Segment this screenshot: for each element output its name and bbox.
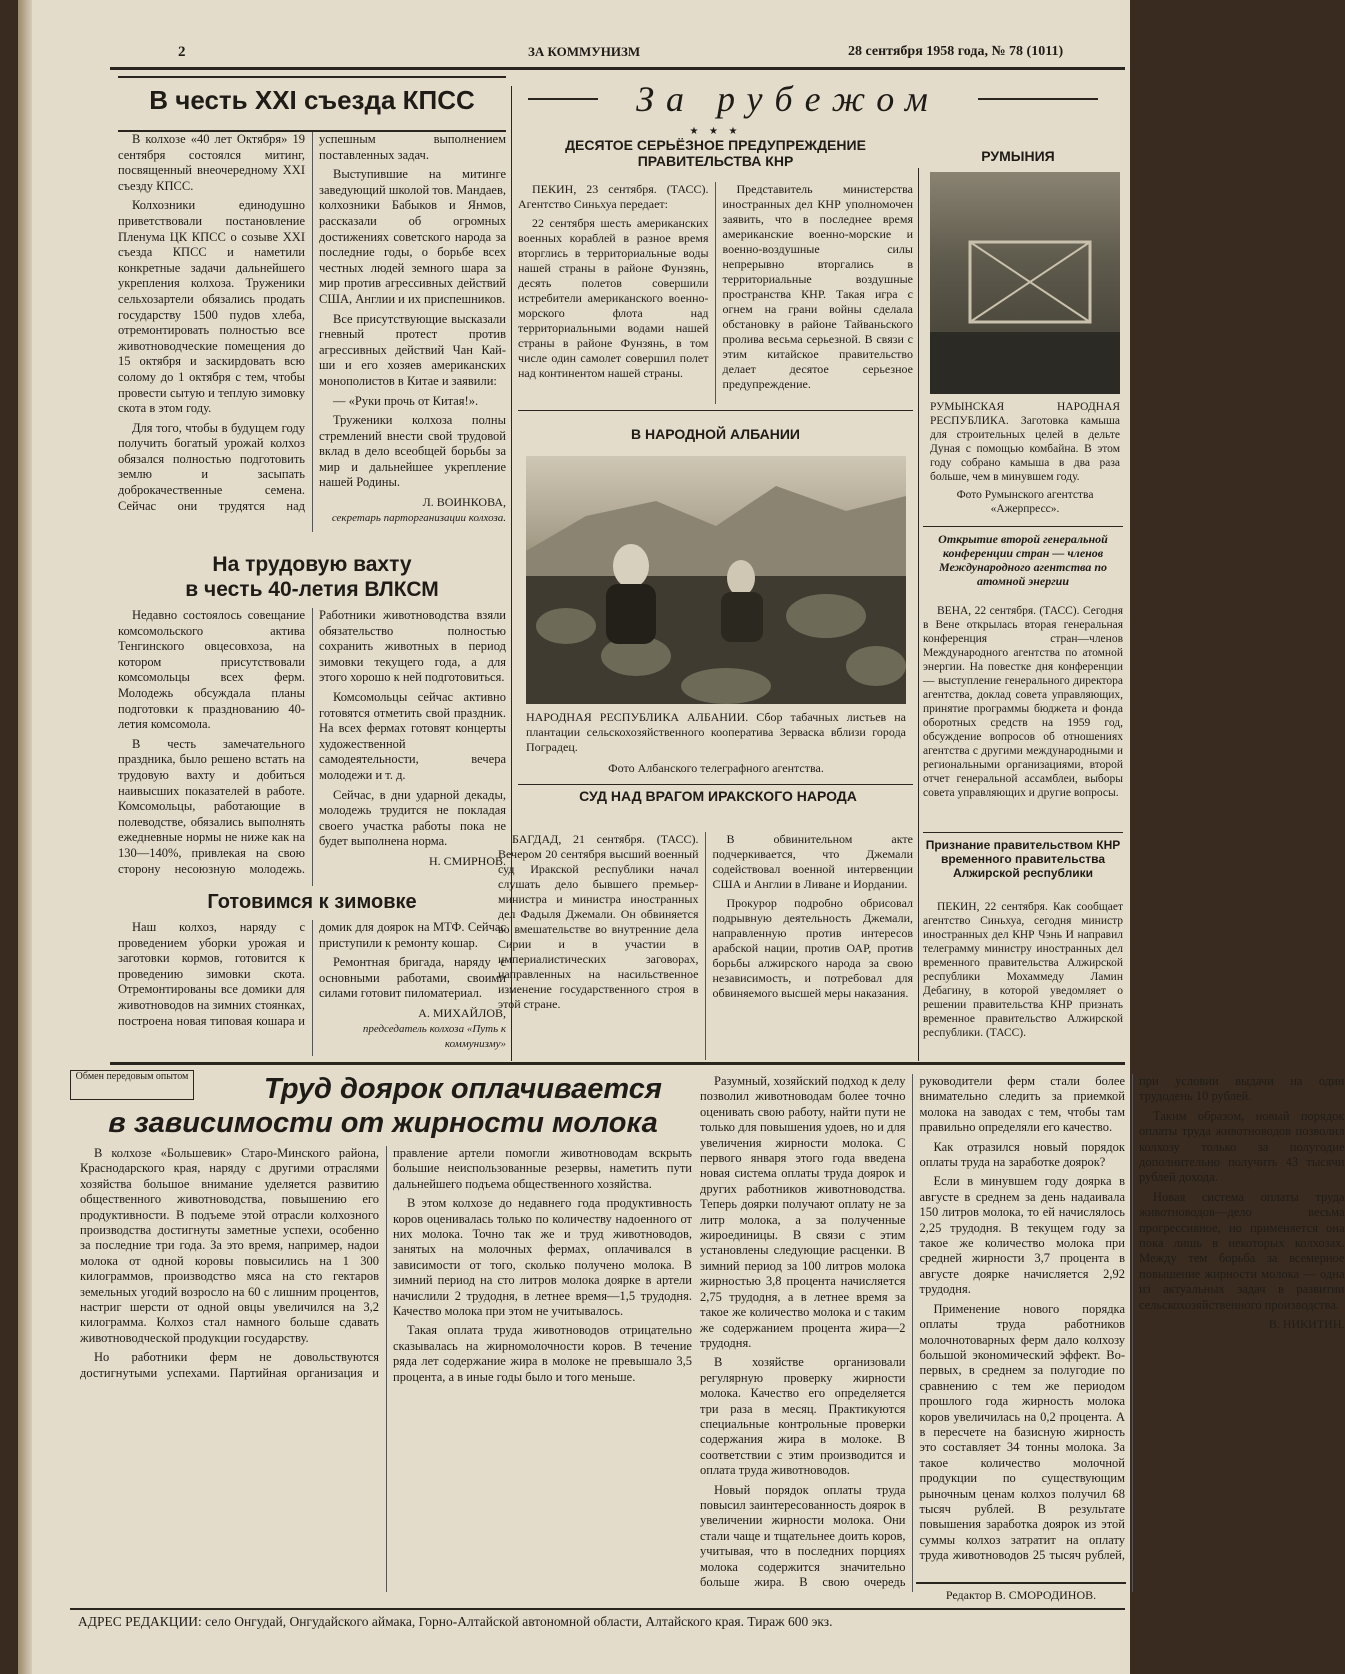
paragraph: ПЕКИН, 22 сентября. Как сообщает агентство Синьхуа, сегодня министр иностранных дел КНР Чэнь И направил телеграмму министру иностранных дел временного правительства Алжирской республики Мохаммеду Ламин Дебагину, в которой уведомляет о решении правительства КНР признать временное правительство Алжирской республики. (ТАСС). bbox=[923, 901, 1123, 1039]
paragraph: Как отразился новый порядок оплаты труда на заработке доярок? bbox=[919, 1139, 1125, 1170]
article-2-heading bbox=[118, 552, 506, 604]
paragraph: Новая система оплаты труда животноводов—дело весьма прогрессивное, но применяется она пока лишь в некоторых колхозах. Между тем борьба за всемерное повышение жирности молока — одна из актуальных задач в развитии сельскохозяйственного производства. bbox=[1139, 1189, 1345, 1312]
column-divider bbox=[918, 168, 919, 1061]
header-rule bbox=[110, 67, 1125, 70]
paragraph: Колхозники единодушно приветствовали постановление Пленума ЦК КПСС о созыве XXI съезда КПСС и наметили конкретные задачи дальнейшего укрепления колхоза. Труженики сельхозартели обязались продать государству 1500 пудов хлеба, отремонтировать полностью все животноводческие помещения до 15 октября и заскирдовать всю солому до 1 октября с тем, чтобы провести сытую и теплую зимовку скота в этом году. bbox=[118, 198, 305, 416]
paragraph: В честь замечательного праздника, было решено встать на трудовую вахту и добиться наивысших показателей в работе. Комсомольцы, работающие в полеводстве, обязались выполнять ежедневные нормы не ниже как на 130—140%, привлекая на свою сторону несоюзную молодежь. Работники животноводства взяли обязательство полностью сохранить животных в период зимовки текущего года, а для этого хорошо к ней подготовиться. bbox=[118, 608, 506, 876]
separator bbox=[923, 526, 1123, 527]
ornament-line bbox=[528, 98, 598, 100]
albania-photo bbox=[526, 456, 906, 704]
newspaper-page bbox=[18, 0, 1345, 1674]
article-2-body bbox=[118, 608, 506, 886]
paragraph: Выступившие на митинге заведующий школой тов. Мандаев, колхозники Бабыков и Янмов, рассказали об огромных достижениях советского народа за последние годы, о борьбе всех честных людей земного шара за мир против агрессивных действий США, Англии и их приспешников. bbox=[319, 167, 506, 306]
article-1-author: Л. ВОИНКОВА, bbox=[422, 495, 506, 510]
paragraph: Прокурор подробно обрисовал подрывную деятельность Джемали, направленную против интересов арабской нации, против ОАР, против борьбы алжирского народа за свою независимость, и потребовал для обвиняемого высшей меры наказания. bbox=[712, 896, 913, 1000]
section-rule bbox=[110, 1062, 1125, 1065]
article-5-title: СУД НАД ВРАГОМ ИРАКСКОГО НАРОДА bbox=[579, 788, 857, 804]
paragraph: В колхозе «40 лет Октября» 19 сентября состоялся митинг, посвященный внеочередному XXI съезду КПСС. bbox=[118, 132, 305, 193]
article-8-body-left bbox=[80, 1146, 692, 1592]
issue-date: 28 сентября 1958 года, № 78 (1011) bbox=[848, 44, 1064, 59]
paragraph: Ремонтная бригада, наряду с основными работами, своими силами готовит пиломатериал. bbox=[319, 955, 506, 1001]
separator bbox=[923, 832, 1123, 833]
albania-caption bbox=[526, 710, 906, 775]
photo-illustration bbox=[526, 456, 906, 704]
paragraph: ПЕКИН, 23 сентября. (ТАСС). Агентство Синьхуа передает: bbox=[518, 182, 709, 211]
article-6-title: Открытие второй генеральной конференции стран — членов Международного агентства по атомной энергии bbox=[938, 532, 1108, 588]
paragraph: Таким образом, новый порядок оплаты труда животноводов позволил колхозу только за полугодие дополнительно получить 43 тысячи рублей дохода. bbox=[1139, 1108, 1345, 1185]
paragraph: Разумный, хозяйский подход к делу позволил животноводам более точно оценивать свою работу, найти пути не только для повышения удоев, но и для увеличения жирности молока. С первого января этого года введена новая система оплаты труда доярок и других работников животноводства. Теперь доярки получают оплату не за литр молока, а за полученные жироединицы. В связи с этим установлены следующие расценки. В зимний период за 100 литров молока жирностью 3,8 процента начисляется 2,75 трудодня, а в летнее время за такое же количество молока и с таким же содержанием процента жира—2 трудодня. bbox=[700, 1074, 906, 1350]
stars: ★ ★ ★ bbox=[689, 126, 742, 137]
article-1-heading-box bbox=[118, 76, 506, 132]
paragraph: Применение нового порядка оплаты труда работников молочнотоварных ферм дало колхозу большой экономический эффект. Во-первых, в среднем за полугодие по сравнению с тем же периодом прошлого года жирность молока коров увеличилась на 0,2 процента. А в пересчете на базисную жирность это составляет 34 тонны молока. За такое количество молочной продукции по существующим рыночным ценам колхоз получил 68 тысяч рублей. В результате повышения заработка доярок из этой суммы колхоз затратит на оплату труда животноводов 25 тысяч рублей, при условии выдачи на один трудодень 10 рублей. bbox=[919, 1074, 1345, 1563]
ornament-line bbox=[978, 98, 1098, 100]
article-8-body-right bbox=[700, 1074, 1345, 1592]
editor: Редактор В. СМОРОДИНОВ. bbox=[945, 1588, 1097, 1602]
paragraph: Недавно состоялось совещание комсомольского актива Тенгинского овцесовхоза, на котором присутствовали комсомольцы всех ферм. Молодежь обсуждала планы подготовки к празднованию 40-летия комсомола. bbox=[118, 608, 305, 732]
article-3-heading bbox=[118, 888, 506, 918]
article-3-author: А. МИХАЙЛОВ, bbox=[418, 1005, 506, 1020]
paragraph: Сейчас, в дни ударной декады, молодежь трудится не покладая своего участка работы пока не будет выполнена норма. bbox=[319, 787, 506, 849]
albania-title: В НАРОДНОЙ АЛБАНИИ bbox=[631, 426, 800, 442]
article-2-title-line-1: На трудовую вахту bbox=[212, 553, 412, 576]
article-2-author: Н. СМИРНОВ. bbox=[428, 853, 506, 868]
article-4-body bbox=[518, 182, 913, 404]
photo-illustration bbox=[930, 172, 1120, 394]
woman-figure bbox=[613, 544, 649, 588]
paragraph: Наш колхоз, наряду с проведением уборки урожая и заготовки кормов, готовится к проведению зимовки скота. Отремонтированы все домики для животноводов на зимних стоянках, построена новая типовая кошара и домик для доярок на МТФ. Сейчас приступили к ремонту кошар. bbox=[118, 920, 506, 1028]
newspaper-name: ЗА КОММУНИЗМ bbox=[528, 44, 641, 59]
article-3-title: Готовимся к зимовке bbox=[207, 891, 417, 913]
article-8-author: В. НИКИТИН. bbox=[1268, 1317, 1345, 1332]
article-3-body bbox=[118, 920, 506, 1056]
article-3-author-role: председатель колхоза «Путь к коммунизму» bbox=[362, 1022, 506, 1051]
caption-text: НАРОДНАЯ РЕСПУБЛИКА АЛБАНИИ. Сбор табачных листьев на плантации сельскохозяйственного кооператива Зерваска вблизи города Поградец. bbox=[526, 710, 906, 754]
paragraph: В хозяйстве организовали регулярную проверку жирности молока. Качество его определяется три раза в месяц. Практикуются специальные контрольные проверки содержания жира в молоке. В соответствии с этим производится и оплата труда животноводов. bbox=[700, 1355, 906, 1478]
article-8-title-line-1: Труд доярок оплачивается bbox=[263, 1073, 662, 1105]
paragraph: Для того, чтобы в будущем году получить богатый урожай колхоз обязался полностью подготовить землю и засыпать доброкачественные семена. Сейчас они трудятся над успешным выполнением поставленных задач. bbox=[118, 132, 506, 513]
woman-figure bbox=[727, 560, 755, 596]
article-2-title-line-2: в честь 40-летия ВЛКСМ bbox=[185, 578, 439, 601]
article-4-heading bbox=[518, 126, 913, 180]
editor-rule bbox=[916, 1582, 1126, 1584]
abroad-heading bbox=[598, 76, 978, 122]
article-8-title-line-2: в зависимости от жирности молока bbox=[108, 1107, 658, 1139]
romania-caption bbox=[930, 400, 1120, 515]
abroad-title: За рубежом bbox=[636, 79, 940, 119]
paragraph: Такая оплата труда животноводов отрицательно сказывалась на жирномолочности коров. В течение ряда лет содержание жира в молоке не превышало 3,5 процента, а в иные годы было и того меньше. bbox=[393, 1323, 692, 1384]
page-edge bbox=[18, 0, 32, 1674]
photo-credit: Фото Албанского телеграфного агентства. bbox=[608, 761, 824, 775]
article-5-body bbox=[498, 832, 913, 1060]
article-1-body bbox=[118, 132, 506, 532]
page-number: 2 bbox=[178, 44, 186, 60]
photo-credit: Фото Румынского агентства «Ажерпресс». bbox=[956, 489, 1094, 515]
caption-text: РУМЫНСКАЯ НАРОДНАЯ РЕСПУБЛИКА. Заготовка камыша для строительных целей в дельте Дуная с помощью комбайна. В этом году собрано камыша в два раза больше, чем в минувшем году. bbox=[930, 401, 1120, 483]
paragraph: ВЕНА, 22 сентября. (ТАСС). Сегодня в Вене открылась вторая генеральная конференция стран—членов Международного агентства по атомной энергии. На повестке дня конференции — выступление генерального директора агентства, доклад совета управляющих, принятие программы бюджета и фонда оборотных средств на 1959 год, обсуждение вопросов об отношениях агентства с другими международными и региональными организациями, второй отчет генеральной ассамблеи, выборы совета управляющих и другие вопросы. bbox=[923, 605, 1123, 799]
article-7-title: Признание правительством КНР временного правительства Алжирской республики bbox=[925, 838, 1121, 880]
paragraph: Если в минувшем году доярка в августе в среднем за день надаивала 150 литров молока, то ей начислялось 2,25 трудодня. В текущем году за такое же количество молока при средней жирности 3,7 процента в августе доярке начисляется 2,92 трудодня. bbox=[919, 1174, 1125, 1297]
article-1-author-role: секретарь партoрганизации колхоза. bbox=[331, 511, 506, 524]
editorial-address: АДРЕС РЕДАКЦИИ: село Онгудай, Онгудайского аймака, Горно-Алтайской автономной области, Алтайского края. Тираж 600 экз. bbox=[78, 1614, 833, 1629]
paragraph: — «Руки прочь от Китая!». bbox=[333, 393, 479, 408]
separator bbox=[518, 784, 913, 785]
article-8-heading bbox=[78, 1072, 688, 1146]
paragraph: Труженики колхоза полны стремлений внести свой трудовой вклад в дело всеобщей борьбы за мир и дальнейшее укрепление нашей Родины. bbox=[319, 413, 506, 490]
paragraph: Представитель министерства иностранных дел КНР уполномочен заявить, что в последнее время американские военно-морские и военно-воздушные силы непрерывно вторгались в территориальные воздушные пространства КНР. Такая игра с огнем на грани войны сделала обстановку в районе Тайваньского пролива весьма серьезной. В связи с этим китайское правительство делает десятое серьезное предупреждение. bbox=[722, 182, 913, 391]
article-1-title: В честь XXI съезда КПСС bbox=[149, 85, 475, 115]
paragraph: В колхозе «Большевик» Старо-Минского района, Краснодарского края, наряду с другими отраслями хозяйства большое внимание уделяется развитию общественного животноводства, повышению его продуктивности. В подъеме этой отрасли колхозного производства достигнуты заметные успехи, особенно за последние три года. За это время, например, надои молока от одной коровы повысились на 1 300 килограммов, производство мяса на сто гектаров земельных угодий возросло на 60 с лишним процентов, настриг шерсти от одной овцы увеличился на 3,2 килограмма. Колхоз стал намного больше сдавать животноводческой продукции государству. bbox=[80, 1146, 379, 1345]
article-4-title: ДЕСЯТОЕ СЕРЬЁЗНОЕ ПРЕДУПРЕЖДЕНИЕ ПРАВИТЕЛЬСТВА КНР bbox=[565, 137, 866, 169]
paragraph: 22 сентября шесть американских военных кораблей в разное время вторглись в территориальные воды нашей страны в районе Фунзянь, десять полетов совершили истребители американского военно-морского флота над территориальными водами нашей страны в районе Фунзянь, в том числе один самолет совершил полет над континентом нашей страны. bbox=[518, 216, 709, 380]
paragraph: Все присутствующие высказали гневный протест против агрессивных действий Чан Кай-ши и его хозяев американских монополистов в Китае и заявили: bbox=[319, 311, 506, 388]
romania-title: РУМЫНИЯ bbox=[981, 148, 1055, 164]
paragraph: В обвинительном акте подчеркивается, что Джемали содействовал военной интервенции США и Англии в Ливане и Иордании. bbox=[712, 832, 913, 891]
footer-rule bbox=[70, 1608, 1125, 1610]
paragraph: Новый порядок оплаты труда повысил заинтересованность доярок в увеличении жирности молока. Они стали чаще и тщательнее доить коров, учитывая, что в последних порциях молока содержится значительно больше жира. В свою очередь руководители ферм стали более внимательно следить за приемкой молока на заводах с тем, чтобы там правильно определяли его качество. bbox=[700, 1074, 1125, 1589]
article-6-body bbox=[923, 604, 1123, 826]
rubric-box: Обмен передовым опытом bbox=[70, 1070, 194, 1100]
paragraph: В этом колхозе до недавнего года продуктивность коров оценивалась только по количеству надоенного от них молока. Точно так же и труд животноводов, занятых на молочных фермах, оплачивался в зависимости от того, сколько получено молока. В зимний период на сто литров молока доярке в артели начислили 2 трудодня, в летнее время—1,5 трудодня. Качество молока при этом не учитывалось. bbox=[393, 1196, 692, 1319]
mountains bbox=[526, 486, 906, 586]
paragraph: Комсомольцы сейчас активно готовятся отметить свой праздник. На всех фермах готовят концерты художественной самодеятельности, вечера молодежи и т. д. bbox=[319, 689, 506, 782]
romania-photo bbox=[930, 172, 1120, 394]
paragraph: Но работники ферм не довольствуются достигнутыми успехами. Партийная организация и правление артели помогли животноводам вскрыть большие неиспользованные резервы, наметить пути дальнейшего подъема общественного хозяйства. bbox=[80, 1146, 692, 1380]
article-7-body bbox=[923, 900, 1123, 1058]
paragraph: БАГДАД, 21 сентября. (ТАСС). Вечером 20 сентября высший военный суд Иракской республики начал слушать дело бывшего премьер-министра и министра иностранных дел Фадыля Джемали. Он обвиняется во вмешательстве во внутренние дела Сирии и в участии в империалистических заговорах, направленных на насильственное изменение государственного строя в этой стране. bbox=[498, 832, 699, 1011]
separator bbox=[518, 410, 913, 411]
